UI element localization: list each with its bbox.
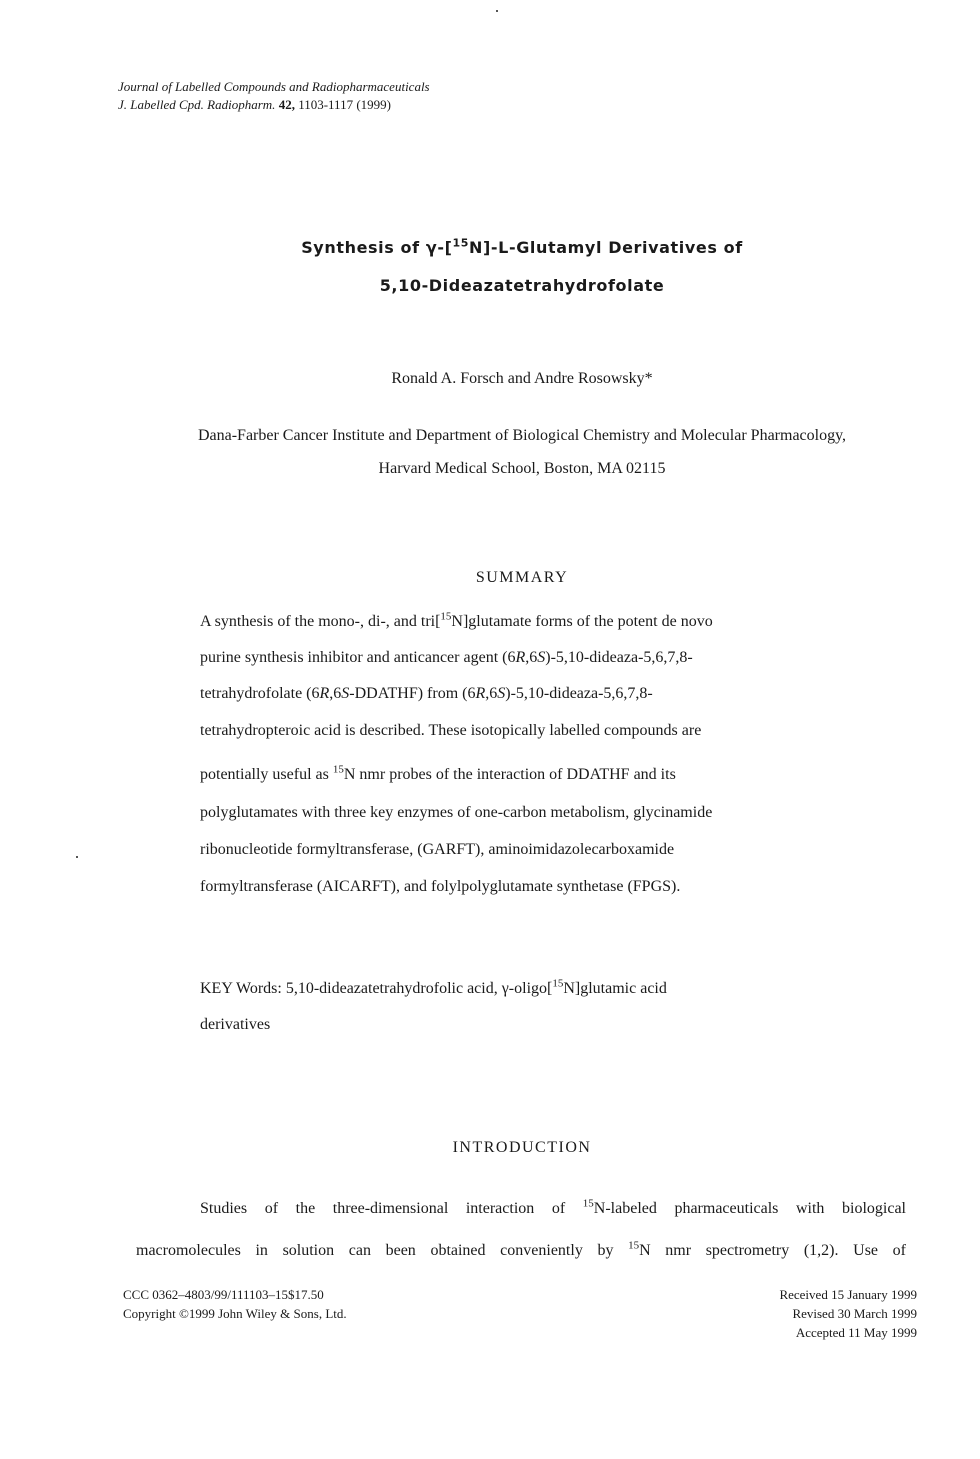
summary-line: ribonucleotide formyltransferase, (GARFT), aminoimidazolecarboxamide bbox=[200, 841, 675, 858]
summary-line: polyglutamates with three key enzymes of one-carbon metabolism, glycinamide bbox=[200, 804, 713, 821]
italic: R bbox=[319, 685, 330, 702]
copyright: Copyright ©1999 John Wiley & Sons, Ltd. bbox=[123, 1306, 347, 1321]
summary-line bbox=[200, 685, 653, 703]
received-date: Received 15 January 1999 bbox=[779, 1287, 917, 1302]
title-text: N]-L-Glutamyl Derivatives of bbox=[469, 238, 743, 257]
title-superscript: 15 bbox=[452, 236, 470, 250]
title-line-2: 5,10-Dideazatetrahydrofolate bbox=[379, 276, 665, 295]
text: )-5,10-dideaza-5,6,7,8- bbox=[545, 649, 693, 666]
superscript: 15 bbox=[552, 977, 564, 990]
introduction-line bbox=[200, 1197, 907, 1218]
footer-right bbox=[779, 1285, 917, 1342]
ccc-code: CCC 0362–4803/99/111103–15$17.50 bbox=[123, 1287, 324, 1302]
italic: S bbox=[537, 649, 546, 666]
superscript: 15 bbox=[582, 1197, 594, 1210]
text: KEY Words: 5,10-dideazatetrahydrofolic acid, γ-oligo[ bbox=[200, 980, 553, 997]
citation-line bbox=[118, 96, 430, 114]
superscript: 15 bbox=[628, 1239, 640, 1252]
scan-speck bbox=[76, 856, 78, 858]
summary-line: formyltransferase (AICARFT), and folylpolyglutamate synthetase (FPGS). bbox=[200, 878, 681, 895]
superscript: 15 bbox=[332, 763, 344, 776]
text: potentially useful as bbox=[200, 766, 333, 783]
text: ,6 bbox=[485, 685, 498, 702]
text: macromolecules in solution can been obtained conveniently by bbox=[136, 1242, 629, 1259]
text: N nmr probes of the interaction of DDATHF and its bbox=[343, 766, 676, 783]
introduction-line bbox=[136, 1239, 906, 1260]
volume: 42, bbox=[278, 97, 295, 112]
title-text: Synthesis of γ-[ bbox=[301, 238, 453, 257]
summary-line: tetrahydropteroic acid is described. These isotopically labelled compounds are bbox=[200, 722, 702, 739]
keywords-line: derivatives bbox=[200, 1016, 271, 1033]
scan-speck bbox=[496, 10, 498, 12]
text: Studies of the three-dimensional interaction of bbox=[200, 1200, 583, 1217]
keywords-line bbox=[200, 977, 667, 998]
text: N nmr spectrometry (1,2). Use of bbox=[639, 1242, 906, 1259]
text: ,6 bbox=[525, 649, 538, 666]
affiliation-line-1: Dana-Farber Cancer Institute and Department of Biological Chemistry and Molecular Pharmacology, bbox=[197, 427, 847, 444]
summary-line bbox=[200, 610, 713, 631]
text: tetrahydrofolate (6 bbox=[200, 685, 320, 702]
text: )-5,10-dideaza-5,6,7,8- bbox=[505, 685, 653, 702]
revised-date: Revised 30 March 1999 bbox=[792, 1306, 917, 1321]
pages-year: 1103-1117 (1999) bbox=[298, 97, 391, 112]
journal-header bbox=[118, 78, 430, 114]
summary-line bbox=[200, 763, 676, 784]
italic: R bbox=[475, 685, 486, 702]
text: purine synthesis inhibitor and anticancer agent (6 bbox=[200, 649, 516, 666]
italic: R bbox=[515, 649, 526, 666]
text: A synthesis of the mono-, di-, and tri[ bbox=[200, 613, 441, 630]
accepted-date: Accepted 11 May 1999 bbox=[795, 1325, 917, 1340]
superscript: 15 bbox=[440, 610, 452, 623]
introduction-heading: INTRODUCTION bbox=[452, 1139, 592, 1156]
affiliation-line-2: Harvard Medical School, Boston, MA 02115 bbox=[378, 460, 666, 477]
citation-prefix: J. Labelled Cpd. Radiopharm. bbox=[118, 97, 276, 112]
text: ,6 bbox=[329, 685, 342, 702]
title-line-1 bbox=[0, 238, 980, 257]
footer-left bbox=[123, 1285, 347, 1323]
summary-line bbox=[200, 649, 693, 667]
summary-heading: SUMMARY bbox=[475, 569, 569, 586]
text: -DDATHF) from (6 bbox=[349, 685, 476, 702]
text: N]glutamate forms of the potent de novo bbox=[451, 613, 713, 630]
italic: S bbox=[341, 685, 350, 702]
authors: Ronald A. Forsch and Andre Rosowsky* bbox=[391, 370, 653, 387]
italic: S bbox=[497, 685, 506, 702]
text: N-labeled pharmaceuticals with biological bbox=[593, 1200, 907, 1217]
journal-name: Journal of Labelled Compounds and Radiopharmaceuticals bbox=[118, 79, 430, 94]
text: N]glutamic acid bbox=[563, 980, 667, 997]
